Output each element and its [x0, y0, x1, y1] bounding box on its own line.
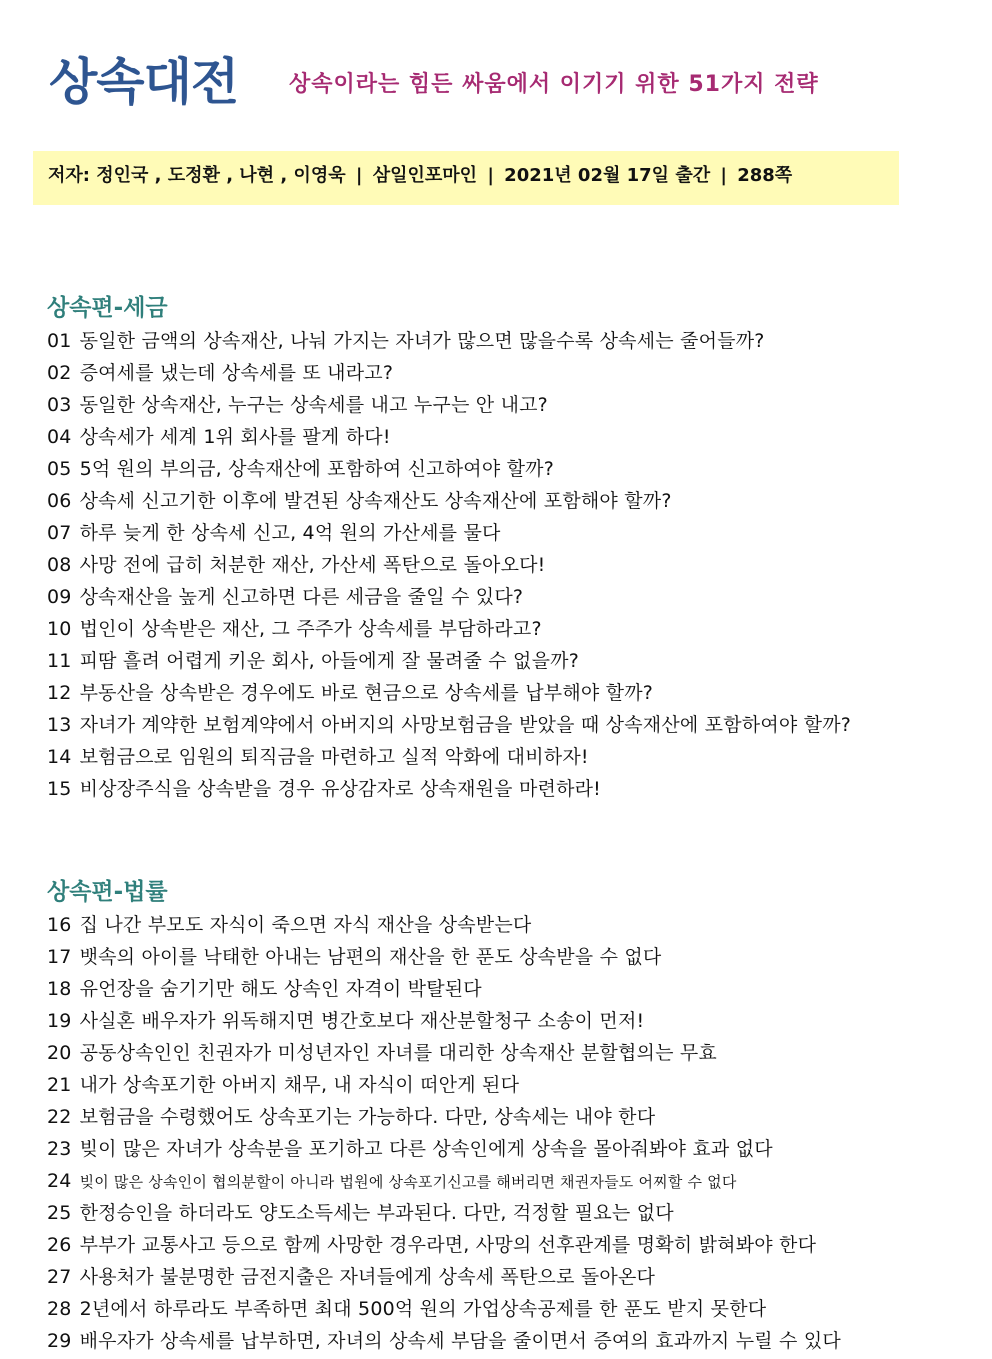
- publisher: 삼일인포마인: [372, 165, 478, 186]
- authors: 저자: 정인국 , 도정환 , 나현 , 이영욱: [48, 165, 346, 186]
- chapter-item: [47, 1005, 841, 1037]
- chapter-number: 15: [47, 778, 72, 800]
- chapter-number: 13: [47, 714, 72, 736]
- chapter-title: 내가 상속포기한 아버지 채무, 내 자식이 떠안게 된다: [79, 1074, 520, 1096]
- chapter-title: 상속세가 세계 1위 회사를 팔게 하다!: [79, 426, 391, 448]
- chapter-title: 하루 늦게 한 상속세 신고, 4억 원의 가산세를 물다: [79, 522, 501, 544]
- chapter-title: 사실혼 배우자가 위독해지면 병간호보다 재산분할청구 소송이 먼저!: [79, 1010, 645, 1032]
- chapter-title: 자녀가 계약한 보험계약에서 아버지의 사망보험금을 받았을 때 상속재산에 포함하여야 할까?: [79, 714, 852, 736]
- chapter-item: [47, 645, 851, 677]
- chapter-title: 2년에서 하루라도 부족하면 최대 500억 원의 가업상속공제를 한 푼도 받지 못한다: [79, 1298, 767, 1320]
- chapter-item: [47, 677, 851, 709]
- chapter-item: [47, 485, 851, 517]
- chapter-number: 26: [47, 1234, 72, 1256]
- chapter-title: 부동산을 상속받은 경우에도 바로 현금으로 상속세를 납부해야 할까?: [79, 682, 654, 704]
- section-heading-law: 상속편-법률: [47, 879, 168, 905]
- chapter-title: 상속재산을 높게 신고하면 다른 세금을 줄일 수 있다?: [79, 586, 524, 608]
- chapter-item: [47, 1293, 841, 1325]
- chapter-title: 5억 원의 부의금, 상속재산에 포함하여 신고하여야 할까?: [79, 458, 555, 480]
- chapter-number: 17: [47, 946, 72, 968]
- chapter-number: 16: [47, 914, 72, 936]
- publish-date: 2021년 02월 17일 출간: [504, 165, 711, 186]
- chapter-title: 집 나간 부모도 자식이 죽으면 자식 재산을 상속받는다: [79, 914, 532, 936]
- chapter-title: 보험금을 수령했어도 상속포기는 가능하다. 다만, 상속세는 내야 한다: [79, 1106, 656, 1128]
- chapter-item: [47, 909, 841, 941]
- chapter-item: [47, 1325, 841, 1357]
- chapter-title: 증여세를 냈는데 상속세를 또 내라고?: [79, 362, 394, 384]
- chapter-number: 12: [47, 682, 72, 704]
- chapter-title: 빚이 많은 상속인이 협의분할이 아니라 법원에 상속포기신고를 해버리면 채권자들도 어찌할 수 없다: [79, 1173, 737, 1191]
- chapter-number: 14: [47, 746, 72, 768]
- chapter-item: [47, 773, 851, 805]
- book-title: 상속대전: [49, 53, 239, 111]
- chapter-title: 뱃속의 아이를 낙태한 아내는 남편의 재산을 한 푼도 상속받을 수 없다: [79, 946, 662, 968]
- chapter-title: 보험금으로 임원의 퇴직금을 마련하고 실적 악화에 대비하자!: [79, 746, 589, 768]
- chapter-number: 08: [47, 554, 72, 576]
- chapter-item: [47, 741, 851, 773]
- chapter-item: [47, 421, 851, 453]
- chapter-item: [47, 709, 851, 741]
- chapter-item: [47, 1133, 841, 1165]
- chapter-item: [47, 325, 851, 357]
- chapter-number: 19: [47, 1010, 72, 1032]
- chapter-number: 05: [47, 458, 72, 480]
- chapter-list-law: [47, 909, 841, 1357]
- chapter-number: 29: [47, 1330, 72, 1352]
- chapter-number: 01: [47, 330, 72, 352]
- chapter-item: [47, 453, 851, 485]
- chapter-title: 사망 전에 급히 처분한 재산, 가산세 폭탄으로 돌아오다!: [79, 554, 546, 576]
- chapter-number: 11: [47, 650, 72, 672]
- chapter-number: 06: [47, 490, 72, 512]
- chapter-title: 동일한 금액의 상속재산, 나눠 가지는 자녀가 많으면 많을수록 상속세는 줄어들까?: [79, 330, 765, 352]
- chapter-item: [47, 1101, 841, 1133]
- chapter-item: [47, 613, 851, 645]
- book-subtitle: 상속이라는 힘든 싸움에서 이기기 위한 51가지 전략: [289, 72, 819, 97]
- page-count: 288쪽: [737, 165, 793, 186]
- chapter-number: 07: [47, 522, 72, 544]
- chapter-number: 02: [47, 362, 72, 384]
- chapter-title: 비상장주식을 상속받을 경우 유상감자로 상속재원을 마련하라!: [79, 778, 601, 800]
- chapter-number: 03: [47, 394, 72, 416]
- chapter-item: [47, 549, 851, 581]
- chapter-item: [47, 357, 851, 389]
- chapter-item: [47, 973, 841, 1005]
- chapter-number: 27: [47, 1266, 72, 1288]
- chapter-number: 20: [47, 1042, 72, 1064]
- chapter-number: 25: [47, 1202, 72, 1224]
- chapter-number: 21: [47, 1074, 72, 1096]
- chapter-title: 사용처가 불분명한 금전지출은 자녀들에게 상속세 폭탄으로 돌아온다: [79, 1266, 656, 1288]
- chapter-item: [47, 1069, 841, 1101]
- chapter-item: [47, 1037, 841, 1069]
- chapter-number: 24: [47, 1170, 72, 1192]
- chapter-item: [47, 1165, 841, 1197]
- chapter-title: 한정승인을 하더라도 양도소득세는 부과된다. 다만, 걱정할 필요는 없다: [79, 1202, 674, 1224]
- chapter-item: [47, 941, 841, 973]
- chapter-title: 빚이 많은 자녀가 상속분을 포기하고 다른 상속인에게 상속을 몰아줘봐야 효과 없다: [79, 1138, 773, 1160]
- chapter-number: 18: [47, 978, 72, 1000]
- chapter-number: 22: [47, 1106, 72, 1128]
- chapter-title: 배우자가 상속세를 납부하면, 자녀의 상속세 부담을 줄이면서 증여의 효과까지 누릴 수 있다: [79, 1330, 841, 1352]
- chapter-list-tax: [47, 325, 851, 805]
- chapter-item: [47, 1197, 841, 1229]
- chapter-title: 유언장을 숨기기만 해도 상속인 자격이 박탈된다: [79, 978, 482, 1000]
- chapter-title: 상속세 신고기한 이후에 발견된 상속재산도 상속재산에 포함해야 할까?: [79, 490, 672, 512]
- chapter-title: 피땀 흘려 어렵게 키운 회사, 아들에게 잘 물려줄 수 없을까?: [79, 650, 580, 672]
- chapter-number: 23: [47, 1138, 72, 1160]
- chapter-item: [47, 1261, 841, 1293]
- chapter-title: 법인이 상속받은 재산, 그 주주가 상속세를 부담하라고?: [79, 618, 542, 640]
- chapter-number: 10: [47, 618, 72, 640]
- chapter-number: 04: [47, 426, 72, 448]
- chapter-item: [47, 581, 851, 613]
- chapter-item: [47, 517, 851, 549]
- separator: |: [481, 165, 501, 186]
- separator: |: [714, 165, 734, 186]
- chapter-number: 09: [47, 586, 72, 608]
- chapter-item: [47, 389, 851, 421]
- chapter-title: 동일한 상속재산, 누구는 상속세를 내고 누구는 안 내고?: [79, 394, 548, 416]
- book-info-text: [48, 161, 792, 187]
- section-heading-tax: 상속편-세금: [47, 295, 168, 321]
- chapter-number: 28: [47, 1298, 72, 1320]
- chapter-item: [47, 1229, 841, 1261]
- separator: |: [349, 165, 369, 186]
- book-info-bar: [33, 151, 899, 205]
- chapter-title: 공동상속인인 친권자가 미성년자인 자녀를 대리한 상속재산 분할협의는 무효: [79, 1042, 717, 1064]
- chapter-title: 부부가 교통사고 등으로 함께 사망한 경우라면, 사망의 선후관계를 명확히 밝혀봐야 한다: [79, 1234, 817, 1256]
